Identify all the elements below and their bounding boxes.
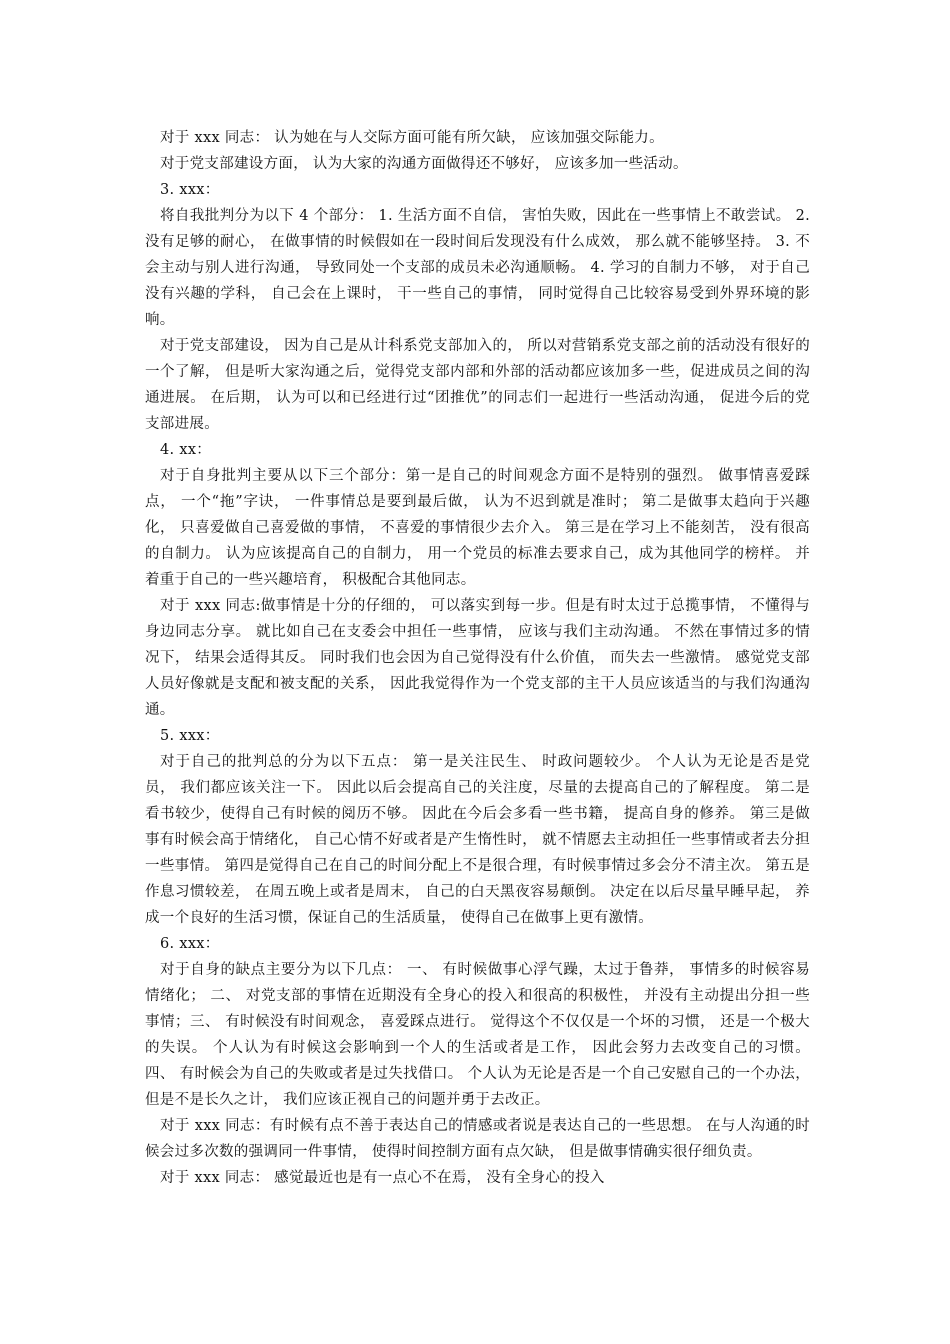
paragraph: 对于党支部建设， 因为自己是从计科系党支部加入的， 所以对营销系党支部之前的活动没有很好的一个了解， 但是听大家沟通之后，觉得党支部内部和外部的活动都应该加多一些，促进成员之间的沟通进展。 在后期， 认为可以和已经进行过“团推优”的同志们一起进行一些活动沟通， 促进今后的党支部进展。 bbox=[145, 338, 810, 432]
paragraph: 对于党支部建设方面， 认为大家的沟通方面做得还不够好， 应该多加一些活动。 bbox=[160, 156, 688, 172]
section-heading: 3. xxx： bbox=[160, 182, 220, 198]
paragraph: 对于自身批判主要从以下三个部分：第一是自己的时间观念方面不是特别的强烈。 做事情喜爱踩点， 一个“拖”字诀， 一件事情总是要到最后做， 认为不迟到就是准时； 第二是做事太趋向于兴趣化， 只喜爱做自己喜爱做的事情， 不喜爱的事情很少去介入。 第三是在学习上不能刻苦， 没有很高的自制力。 认为应该提高自己的自制力， 用一个党员的标准去要求自己，成为其他同学的榜样。 并着重于自己的一些兴趣培育， 积极配合其他同志。 bbox=[145, 468, 810, 588]
paragraph: 对于自己的批判总的分为以下五点： 第一是关注民生、 时政问题较少。 个人认为无论是否是党员， 我们都应该关注一下。 因此以后会提高自己的关注度，尽量的去提高自己的了解程度。 第二是看书较少，使得自己有时候的阅历不够。 因此在今后会多看一些书籍， 提高自身的修养。 第三是做事有时候会高于情绪化， 自己心情不好或者是产生惰性时， 就不情愿去主动担任一些事情或者去分担一些事情。 第四是觉得自己在自己的时间分配上不是很合理，有时候事情过多会分不清主次。 第五是作息习惯较差， 在周五晚上或者是周末， 自己的白天黑夜容易颠倒。 决定在以后尽量早睡早起， 养成一个良好的生活习惯，保证自己的生活质量， 使得自己在做事上更有激情。 bbox=[145, 754, 810, 926]
document-body bbox=[145, 125, 810, 1191]
paragraph: 对于 xxx 同志:做事情是十分的仔细的， 可以落实到每一步。但是有时太过于总揽事情， 不懂得与身边同志分享。 就比如自己在支委会中担任一些事情， 应该与我们主动沟通。 不然在事情过多的情况下， 结果会适得其反。 同时我们也会因为自己觉得没有什么价值， 而失去一些激情。 感觉党支部人员好像就是支配和被支配的关系， 因此我觉得作为一个党支部的主干人员应该适当的与我们沟通沟通。 bbox=[145, 598, 810, 718]
section-heading: 4. xx： bbox=[160, 442, 212, 458]
paragraph: 对于 xxx 同志： 认为她在与人交际方面可能有所欠缺， 应该加强交际能力。 bbox=[160, 130, 664, 146]
section-heading: 6. xxx： bbox=[160, 936, 220, 952]
paragraph: 对于 xxx 同志： 感觉最近也是有一点心不在焉， 没有全身心的投入 bbox=[160, 1170, 605, 1186]
section-heading: 5. xxx： bbox=[160, 728, 220, 744]
paragraph: 对于自身的缺点主要分为以下几点： 一、 有时候做事心浮气躁，太过于鲁莽， 事情多的时候容易情绪化； 二、 对党支部的事情在近期没有全身心的投入和很高的积极性， 并没有主动提出分担一些事情；三、 有时候没有时间观念， 喜爱踩点进行。 觉得这个不仅仅是一个坏的习惯， 还是一个极大的失误。 个人认为有时候这会影响到一个人的生活或者是工作， 因此会努力去改变自己的习惯。 四、 有时候会为自己的失败或者是过失找借口。 个人认为无论是否是一个自己安慰自己的一个办法， 但是不是长久之计， 我们应该正视自己的问题并勇于去改正。 bbox=[145, 962, 810, 1108]
paragraph: 对于 xxx 同志：有时候有点不善于表达自己的情感或者说是表达自己的一些思想。 在与人沟通的时候会过多次数的强调同一件事情， 使得时间控制方面有点欠缺， 但是做事情确实很仔细负责。 bbox=[145, 1118, 810, 1160]
paragraph: 将自我批判分为以下 4 个部分： 1. 生活方面不自信， 害怕失败，因此在一些事情上不敢尝试。 2. 没有足够的耐心， 在做事情的时候假如在一段时间后发现没有什么成效， 那么就不能够坚持。 3. 不会主动与别人进行沟通， 导致同处一个支部的成员未必沟通顺畅。 4. 学习的自制力不够， 对于自己没有兴趣的学科， 自己会在上课时， 干一些自己的事情， 同时觉得自己比较容易受到外界环境的影响。 bbox=[145, 208, 810, 328]
